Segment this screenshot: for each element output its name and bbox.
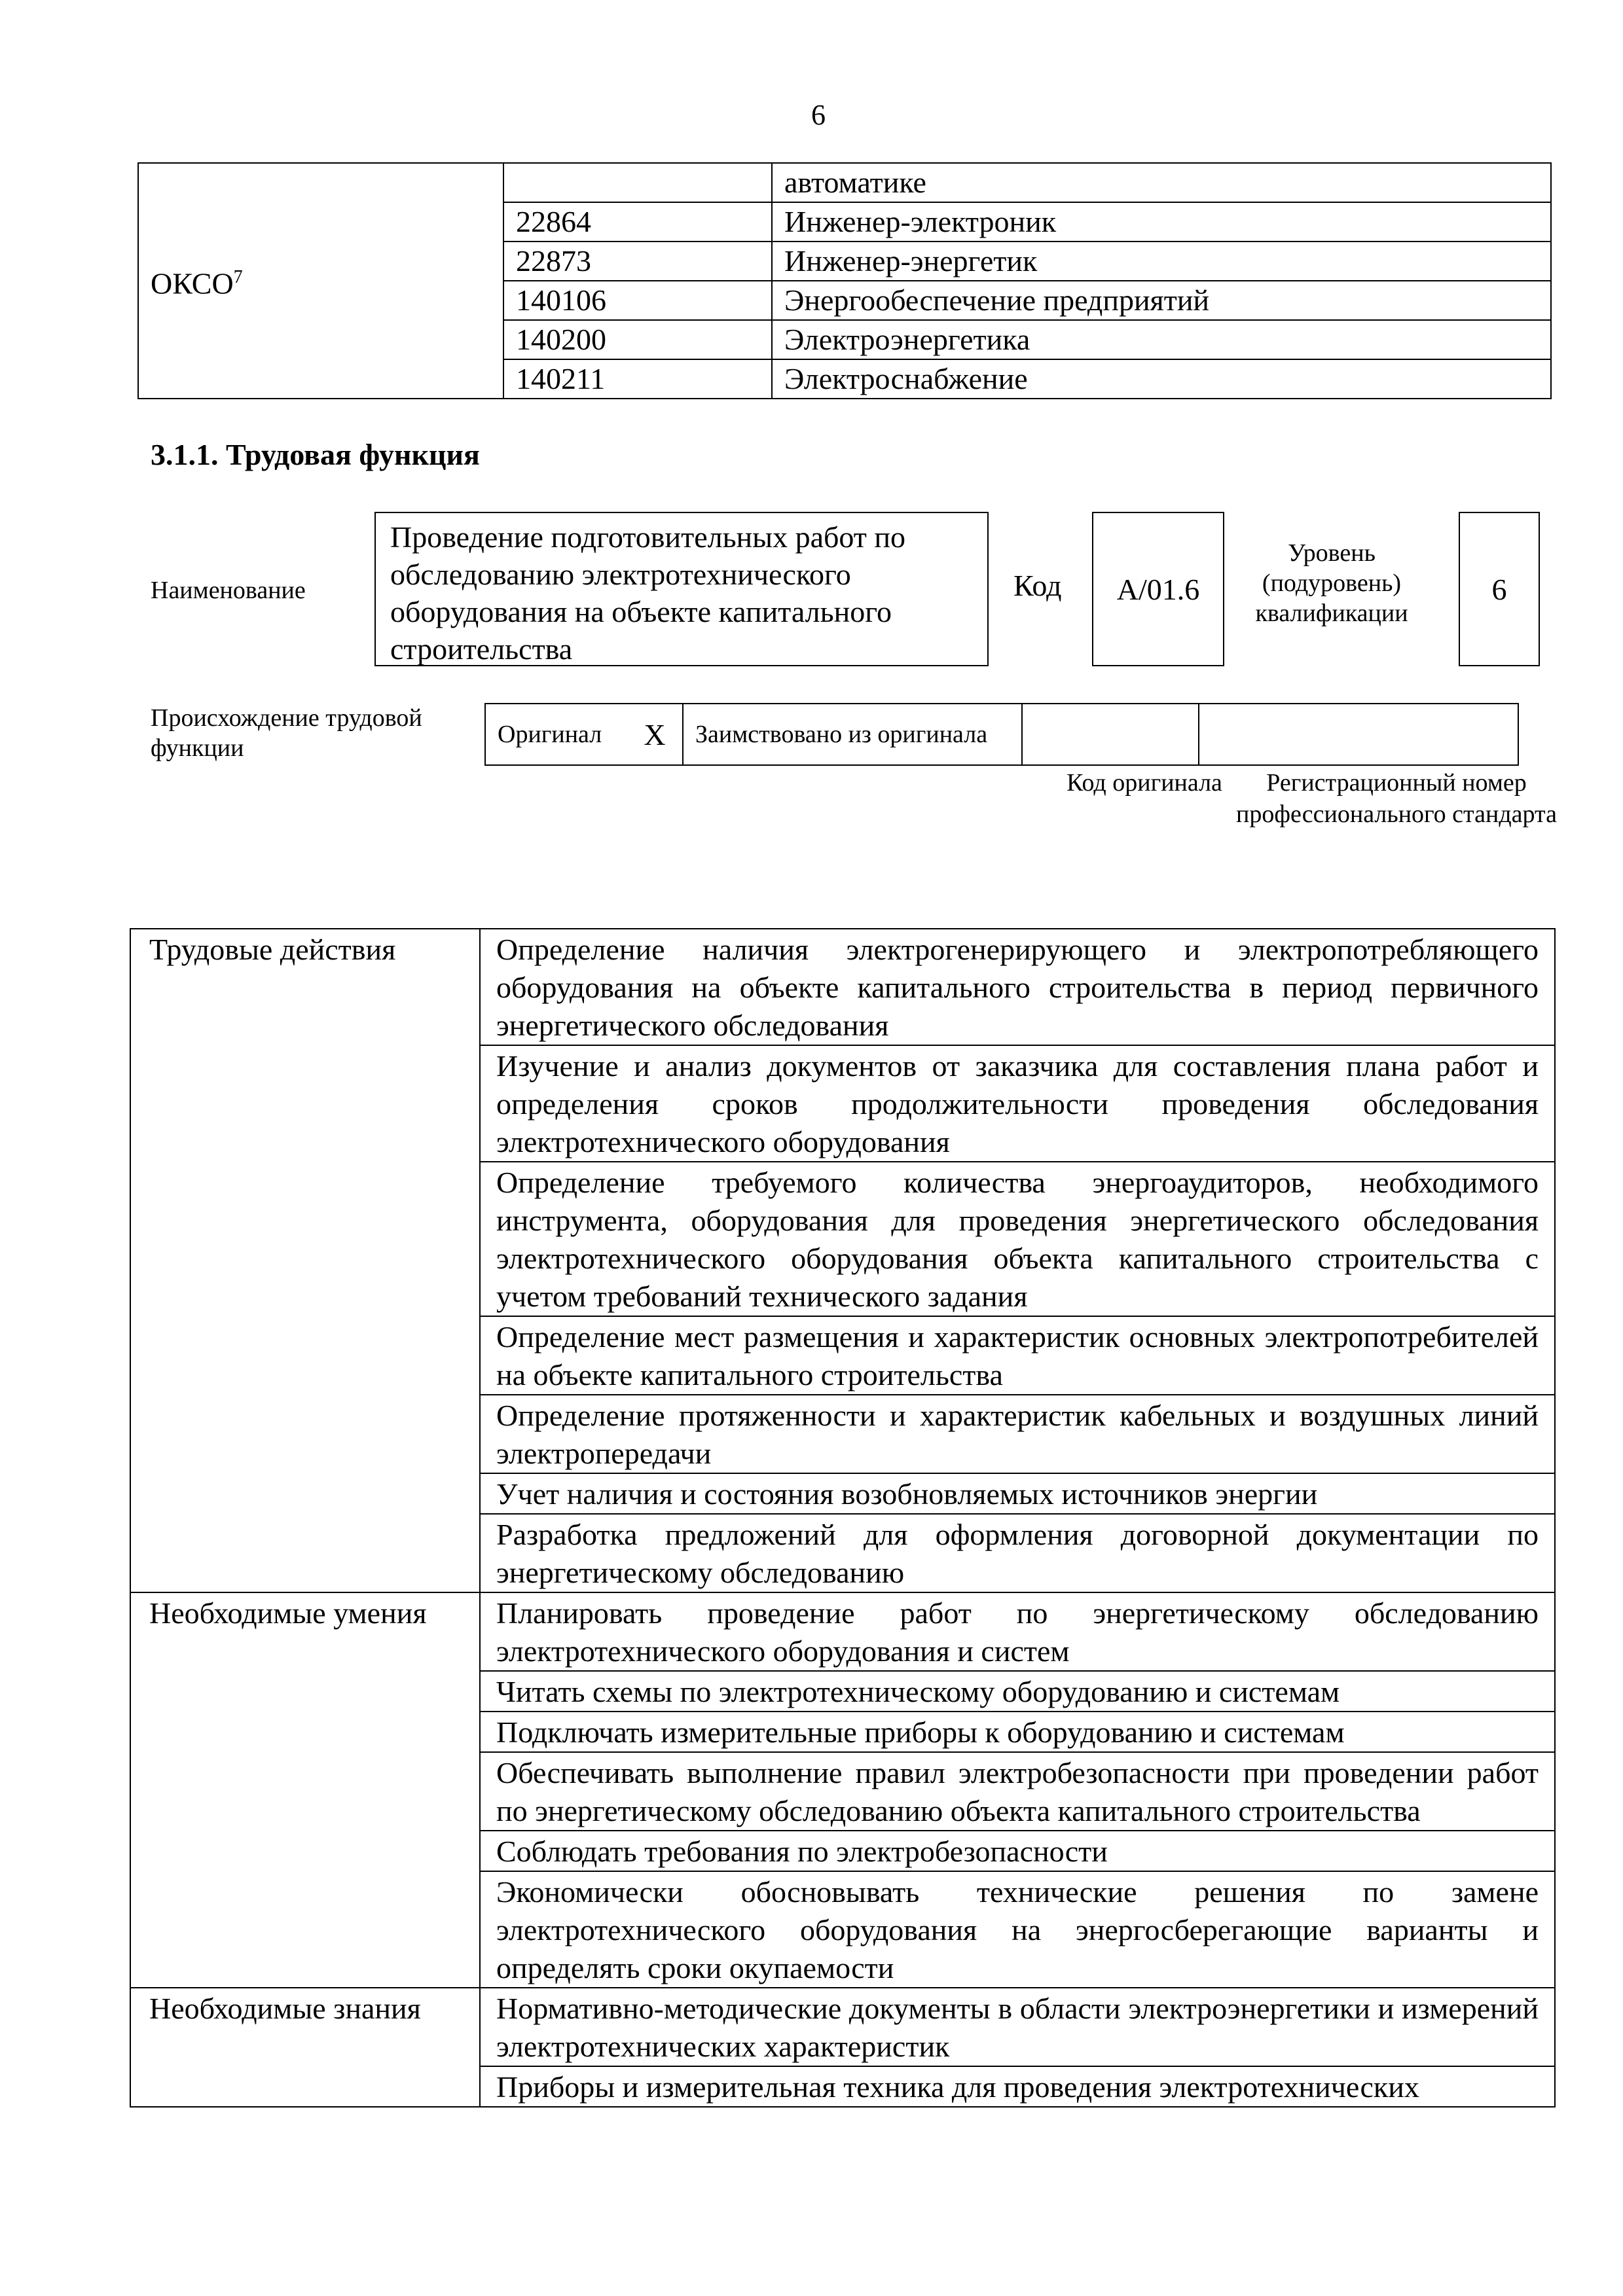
level-value-box	[1459, 512, 1540, 666]
okso-code: 22864	[503, 202, 772, 242]
okso-label: ОКСО	[151, 266, 234, 300]
okso-table	[137, 162, 1552, 399]
list-item: Обеспечивать выполнение правил электробезопасности при проведении работ по энергетическому обследованию объекта капитального строительства	[480, 1752, 1555, 1831]
code-value-box	[1092, 512, 1224, 666]
okso-footnote: 7	[233, 267, 243, 288]
list-item: Учет наличия и состояния возобновляемых источников энергии	[480, 1473, 1555, 1514]
list-item: Приборы и измерительная техника для проведения электротехнических	[480, 2066, 1555, 2107]
okso-name: Электроэнергетика	[772, 320, 1551, 359]
list-item: Определение мест размещения и характеристик основных электропотребителей на объекте капитального строительства	[480, 1316, 1555, 1395]
list-item: Соблюдать требования по электробезопасности	[480, 1831, 1555, 1871]
list-item: Подключать измерительные приборы к оборудованию и системам	[480, 1712, 1555, 1752]
table-row	[130, 1988, 1555, 2066]
list-item: Определение требуемого количества энергоаудиторов, необходимого инструмента, оборудования для проведения энергетического обследования электротехнического оборудования объекта капитального строительства с учетом требований технического задания	[480, 1162, 1555, 1316]
okso-name: Электроснабжение	[772, 359, 1551, 399]
code-value: А/01.6	[1116, 572, 1200, 606]
origin-code-cell	[1022, 704, 1199, 765]
registration-number-cell	[1199, 704, 1518, 765]
okso-code: 140211	[503, 359, 772, 399]
registration-number-caption: Регистрационный номер профессионального стандарта	[1236, 769, 1557, 828]
function-name-box: Проведение подготовительных работ по обследованию электротехнического оборудования на объекте капитального строительства	[374, 512, 989, 666]
okso-label-cell	[138, 163, 503, 399]
borrowed-label: Заимствовано из оригинала	[683, 704, 1022, 765]
okso-code: 140200	[503, 320, 772, 359]
page-number: 6	[811, 99, 826, 131]
code-label: Код	[1013, 569, 1062, 602]
section-heading: 3.1.1. Трудовая функция	[151, 438, 480, 471]
original-label: Оригинал	[485, 704, 627, 765]
origin-label: Происхождение трудовой функции	[151, 704, 422, 762]
section-header: Трудовые действия	[130, 929, 480, 1592]
okso-code	[503, 163, 772, 202]
okso-name: Инженер-энергетик	[772, 242, 1551, 281]
okso-name: Инженер-электроник	[772, 202, 1551, 242]
list-item: Изучение и анализ документов от заказчика для составления плана работ и определения сроков продолжительности проведения обследования электротехнического оборудования	[480, 1045, 1555, 1162]
list-item: Разработка предложений для оформления договорной документации по энергетическому обследованию	[480, 1514, 1555, 1592]
original-mark: Х	[627, 704, 683, 765]
okso-code: 22873	[503, 242, 772, 281]
section-header: Необходимые знания	[130, 1988, 480, 2107]
okso-code: 140106	[503, 281, 772, 320]
list-item: Определение протяженности и характеристик кабельных и воздушных линий электропередачи	[480, 1395, 1555, 1473]
origin-table	[484, 703, 1519, 766]
table-row	[485, 704, 1518, 765]
table-row	[130, 929, 1555, 1045]
list-item: Определение наличия электрогенерирующего и электропотребляющего оборудования на объекте капитального строительства в период первичного энергетического обследования	[480, 929, 1555, 1045]
origin-code-caption: Код оригинала	[1067, 769, 1222, 797]
list-item: Экономически обосновывать технические решения по замене электротехнического оборудования на энергосберегающие варианты и определять сроки окупаемости	[480, 1871, 1555, 1988]
name-label: Наименование	[151, 577, 306, 604]
list-item: Читать схемы по электротехническому оборудованию и системам	[480, 1671, 1555, 1712]
level-label: Уровень (подуровень) квалификации	[1255, 539, 1408, 627]
level-value: 6	[1491, 572, 1507, 606]
section-header: Необходимые умения	[130, 1592, 480, 1988]
table-row	[138, 163, 1551, 202]
labor-function-table	[130, 928, 1556, 2108]
okso-name: Энергообеспечение предприятий	[772, 281, 1551, 320]
list-item: Нормативно-методические документы в области электроэнергетики и измерений электротехнических характеристик	[480, 1988, 1555, 2066]
okso-name: автоматике	[772, 163, 1551, 202]
list-item: Планировать проведение работ по энергетическому обследованию электротехнического оборудования и систем	[480, 1592, 1555, 1671]
table-row	[130, 1592, 1555, 1671]
